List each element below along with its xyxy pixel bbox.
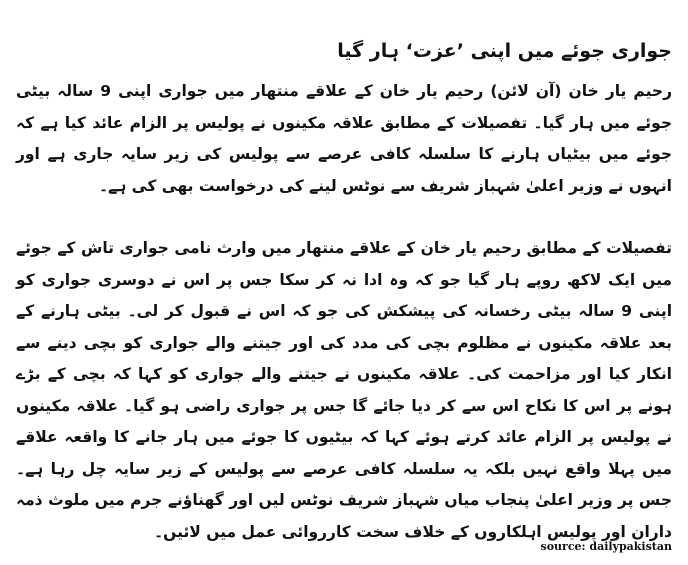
article-paragraph-2: تفصیلات کے مطابق رحیم یار خان کے علاقے منتھار میں وارث نامی جواری تاش کے جوئے میں ایک لاکھ روپے ہار گیا جو کہ وہ ادا نہ کر سکا جس پر اس نے دوسری جواری کو اپنی 9 سالہ بیٹی رخسانہ کی پیشکش کی جو کہ اس نے قبول کر لی۔ بیٹی ہارنے کے بعد علاقہ مکینوں نے مظلوم بچی کی مدد کی اور جیتنے والے جواری کو بچی دینے سے انکار کیا اور مزاحمت کی۔ علاقہ مکینوں نے جیتنے والے جواری کو کہا کہ بچی کے بڑے ہونے پر اس کا نکاح اس سے کر دیا جائے گا جس پر جواری راضی ہو گیا۔ علاقہ مکینوں نے پولیس پر الزام عائد کرتے ہوئے کہا کہ بیٹیوں کا جوئے میں ہار جانے کا واقعہ علاقے میں پہلا واقع نہیں بلکہ یہ سلسلہ کافی عرصے سے پولیس کے زیر سایہ چل رہا ہے۔ جس پر وزیر اعلیٰ پنجاب میاں شہباز شریف نوٹس لیں اور گھناؤنے جرم میں ملوث ذمہ داران اور پولیس اہلکاروں کے خلاف سخت کارروائی عمل میں لائیں۔ [16,239,673,541]
source-credit: source: dailypakistan [540,540,672,553]
article-paragraph-1: رحیم یار خان (آن لائن) رحیم یار خان کے علاقے منتھار میں جواری اپنی 9 سالہ بیٹی جوئے میں ہار گیا۔ تفصیلات کے مطابق علاقہ مکینوں نے پولیس پر الزام عائد کیا ہے کہ جوئے میں بیٹیاں ہارنے کا سلسلہ کافی عرصے سے پولیس کی زیر سایہ جاری ہے اور انہوں نے وزیر اعلیٰ شہباز شریف سے نوٹس لینے کی درخواست بھی کی ہے۔ [16,82,672,195]
article-title: جواری جوئے میں اپنی ’عزت‘ ہار گیا [337,40,672,62]
